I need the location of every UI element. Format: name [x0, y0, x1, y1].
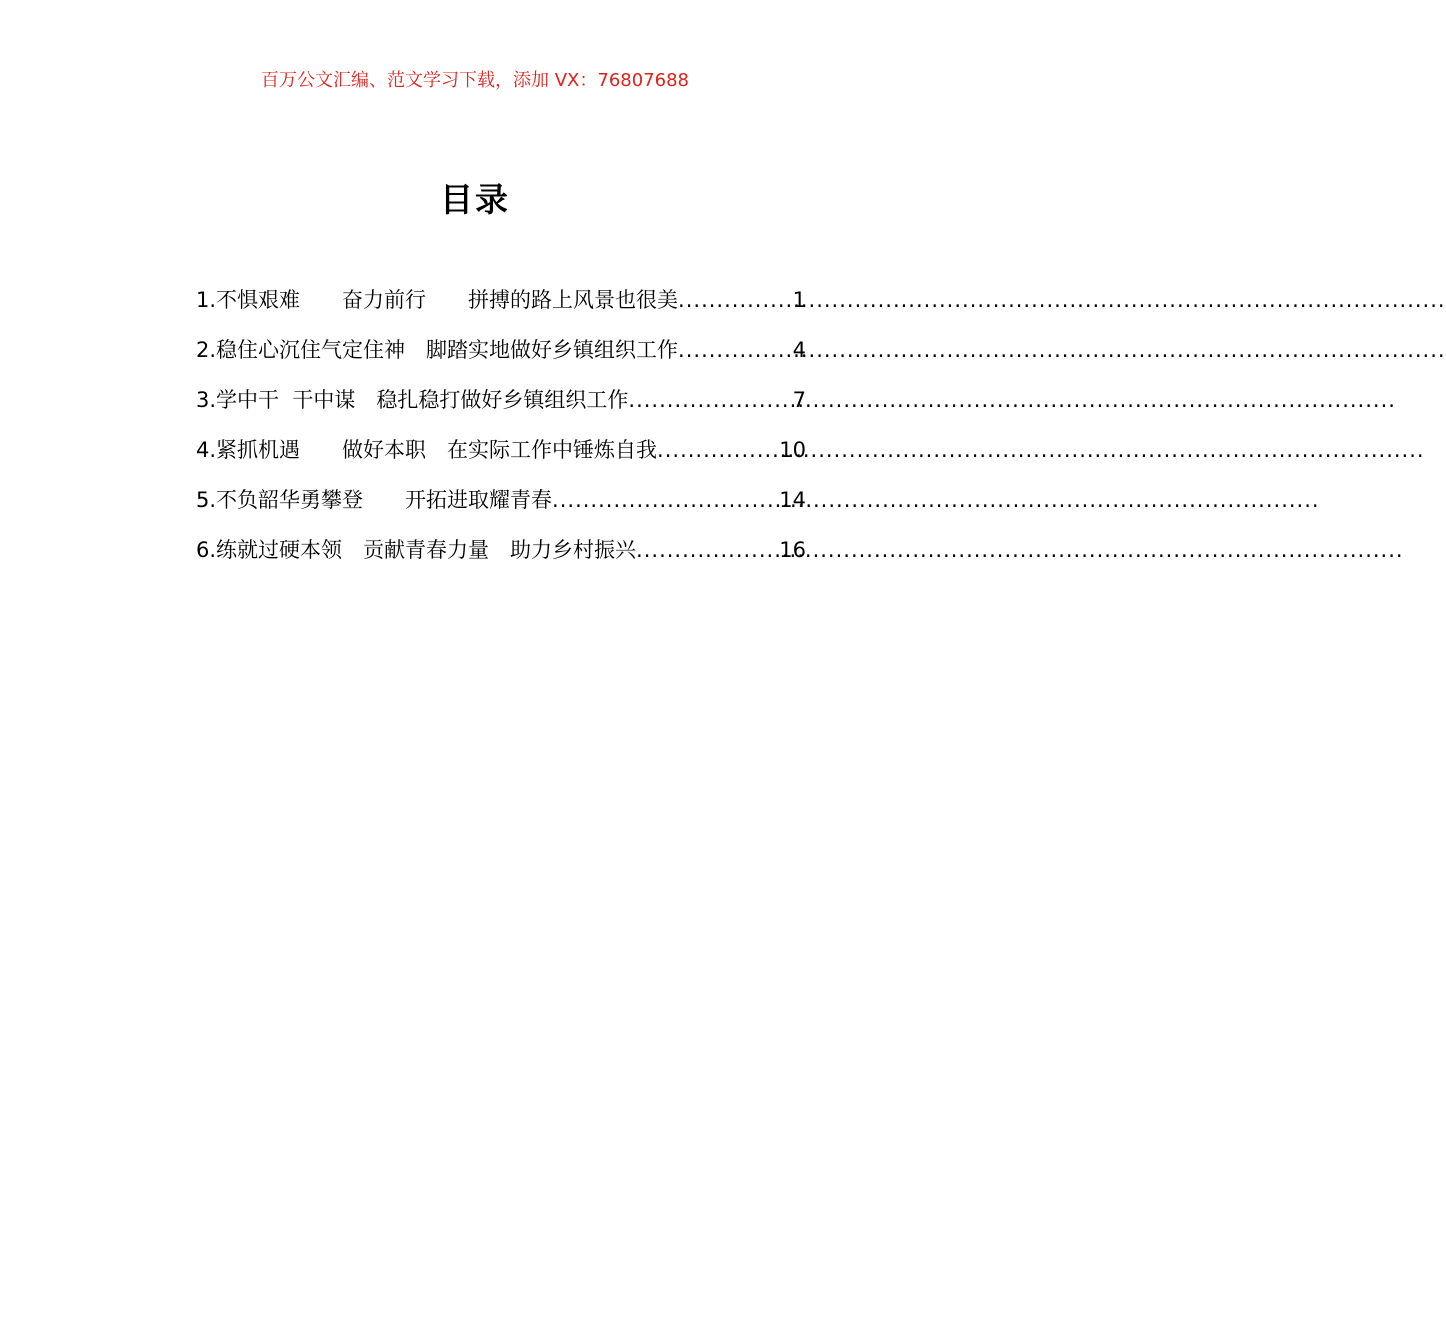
toc-entry-page: 10: [779, 438, 806, 462]
toc-dot-leader: [657, 430, 779, 470]
toc-entry-4[interactable]: [196, 430, 806, 480]
toc-entry-page: 16: [779, 538, 806, 562]
toc-entry-number: 5.: [196, 488, 217, 512]
toc-entry-page: 14: [779, 488, 806, 512]
toc-entry-number: 2.: [196, 338, 217, 362]
toc-entry-title: 学中干 干中谋 稳扎稳打做好乡镇组织工作: [216, 388, 629, 412]
toc-entry-5[interactable]: [196, 480, 806, 530]
toc-entry-2[interactable]: [196, 330, 806, 380]
toc-entry-page: 4: [792, 338, 806, 362]
toc-entry-title: 紧抓机遇 做好本职 在实际工作中锤炼自我: [216, 438, 658, 462]
header-watermark-text: 百万公文汇编、范文学习下载，添加 VX：76807688: [261, 70, 689, 91]
toc-dot-leader: [636, 530, 779, 570]
toc-entry-number: 3.: [196, 388, 217, 412]
toc-entry-number: 1.: [196, 288, 217, 312]
toc-entry-title: 稳住心沉住气定住神 脚踏实地做好乡镇组织工作: [216, 338, 679, 362]
toc-entry-1[interactable]: [196, 280, 806, 330]
toc-entry-page: 7: [792, 388, 806, 412]
toc-entry-6[interactable]: [196, 530, 806, 580]
toc-entry-3[interactable]: [196, 380, 806, 430]
toc-dot-leader: [678, 330, 793, 370]
toc-entry-number: 6.: [196, 538, 217, 562]
toc-dot-leader: [628, 380, 792, 420]
toc-entry-title: 不惧艰难 奋力前行 拼搏的路上风景也很美: [216, 288, 679, 312]
toc-dot-leader: [678, 280, 793, 320]
toc-entry-title: 练就过硬本领 贡献青春力量 助力乡村振兴: [216, 538, 637, 562]
table-of-contents: [196, 280, 806, 580]
toc-entry-number: 4.: [196, 438, 217, 462]
toc-dot-leader: [552, 480, 779, 520]
page-title: 目录: [440, 180, 510, 219]
toc-entry-title: 不负韶华勇攀登 开拓进取耀青春: [216, 488, 553, 512]
toc-entry-page: 1: [792, 288, 806, 312]
